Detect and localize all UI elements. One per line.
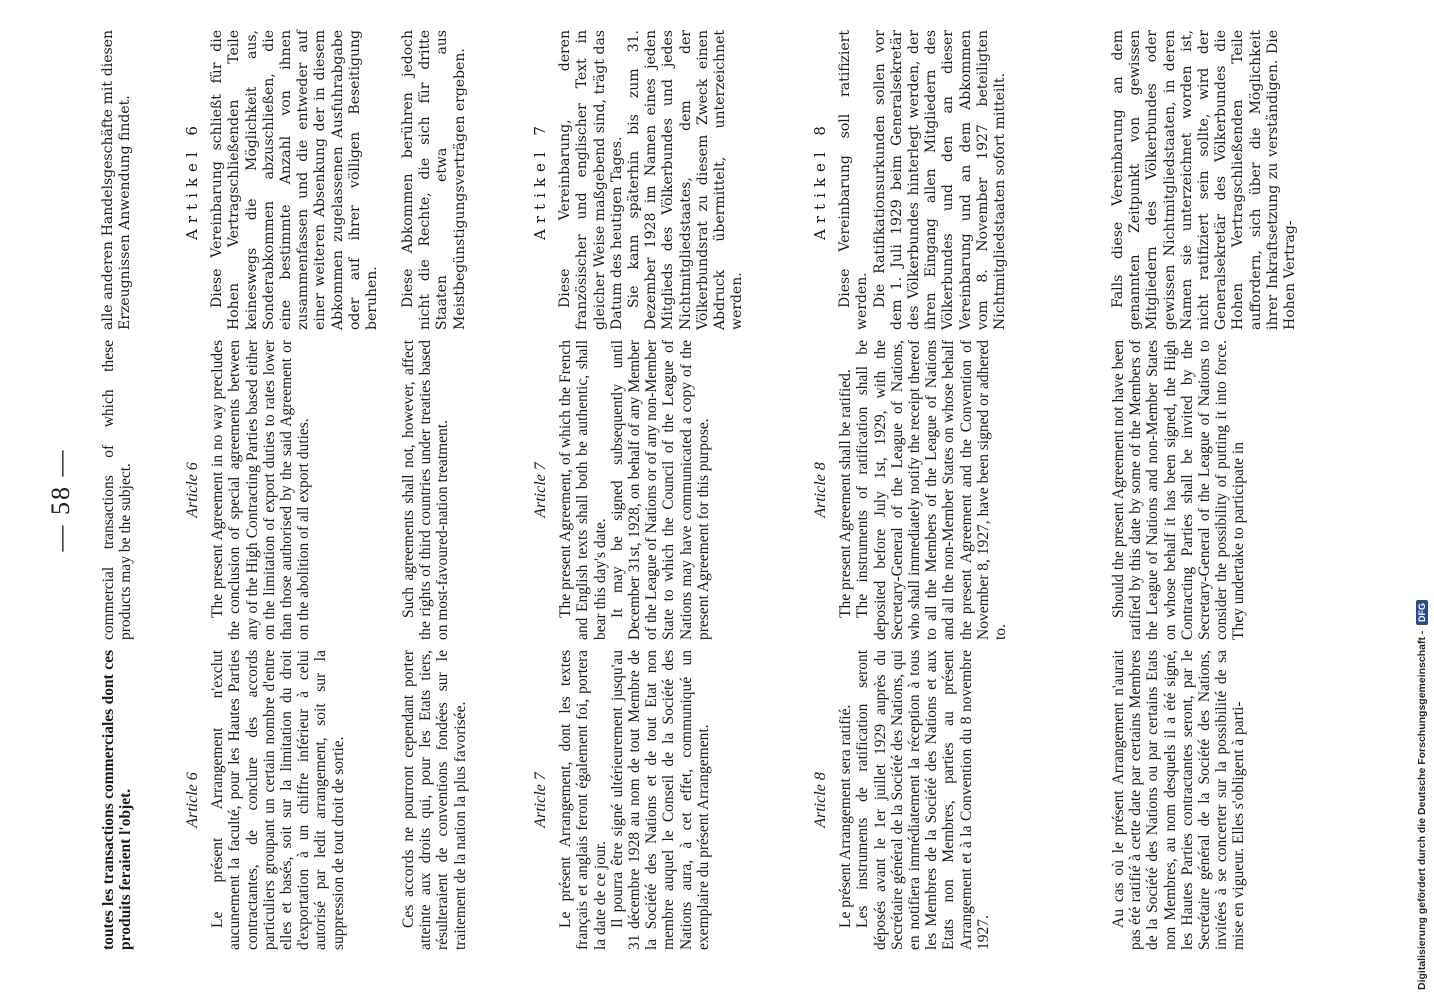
de-article-8-paragraph-1: Diese Vereinbarung soll ratifiziert werden.: [837, 30, 871, 330]
fr-article-8-paragraph-3: Au cas où le présent Arrangement n'aurait pas été ratifié à cette date par certains Membres de la Société des Nations ou par certains Etats non Membres, au nom desquels il a été signé, les Hautes Parties contractantes seront, par le Secrétaire général de la Société des Nations, invitées à se concerter sur la possibilité de sa mise en vigueur. Elles s'obligent à parti-: [1110, 650, 1248, 950]
digitization-note: Digitalisierung gefördert durch die Deutsche Forschungsgemeinschaft -: [1416, 630, 1428, 990]
de-article-6-paragraph-1: Diese Vereinbarung schließt für die Hohen Vertragschließenden Teile keineswegs die Möglichkeit aus, Sonderabkommen abzuschließen, die eine bestimmte Anzahl von ihnen zusammenfassen und die entweder auf einer weiteren Absenkung der in diesem Abkommen zugelassenen Ausfuhrabgabe oder auf ihrer völligen Beseitigung beruhen.: [209, 30, 381, 330]
en-article-8-paragraph-1: The present Agreement shall be ratified.: [837, 369, 855, 618]
fr-article-8-paragraph-2: Les instruments de ratification seront déposés avant le 1er juillet 1929 auprès du Secrétaire général de la Société des Nations, qui en notifiera immédiatement la réception à tous les Membres de la Société des Nations et aux Etats non Membres, parties au présent Arrangement et à la Convention du 8 novembre 1927.: [854, 650, 992, 950]
document-page: [40, 30, 1400, 960]
fr-article-6-title: Article 6: [184, 772, 201, 828]
fr-article-8-title: Article 8: [812, 772, 829, 828]
en-article-6-title: Article 6: [184, 462, 201, 518]
german-column: [100, 30, 1370, 330]
en-intro: commercial transactions of which these products may be the subject.: [100, 340, 135, 640]
en-article-8-paragraph-2: The instruments of ratification shall be deposited before July 1st, 1929, with the Secretary-General of the League of Nations, who shall immediately notify the receipt thereof to all the Members of the League of Nations and all the non-Member States on whose behalf the present Agreement and the Convention of November 8, 1927, have been signed or adhered to.: [854, 340, 1010, 640]
fr-article-7-title: Article 7: [532, 772, 549, 828]
de-article-7-paragraph-1: Diese Vereinbarung, deren französischer und englischer Text in gleicher Weise maßgebend sind, trägt das Datum des heutigen Tages.: [557, 30, 625, 330]
fr-article-6-paragraph-2: Ces accords ne pourront cependant porter atteinte aux droits qui, pour les Etats tiers, résulteraient de conventions fondées sur le traitement de la nation la plus favorisée.: [400, 650, 469, 950]
en-article-7-title: Article 7: [532, 462, 549, 518]
en-article-8-title: Article 8: [812, 462, 829, 518]
de-article-8-title: Artikel 8: [811, 120, 829, 240]
en-article-8-paragraph-3: Should the present Agreement not have been ratified by this date by some of the Members of the League of Nations and non-Member States on whose behalf it has been signed, the High Contracting Parties shall be invited by the Secretary-General of the League of Nations to consider the possibility of putting it into force. They undertake to participate in: [1110, 340, 1248, 640]
english-column: [100, 340, 1370, 640]
fr-article-7-paragraph-2: Il pourra être signé ultérieurement jusqu'au 31 décembre 1928 au nom de tout Membre de la Société des Nations et de tout Etat non membre auquel le Conseil de la Société des Nations aura, à cet effet, communiqué un exemplaire du présent Arrangement.: [608, 650, 712, 950]
en-article-6-paragraph-1: The present Agreement in no way precludes the conclusion of special agreements between any of the High Contracting Parties based either on the limitation of export duties to rates lower than those authorised by the said Agreement or on the abolition of all export duties.: [209, 340, 313, 640]
de-article-6-paragraph-2: Diese Abkommen berühren jedoch nicht die Rechte, die sich für dritte Staaten etwa aus Meistbegünstigungsverträgen ergeben.: [400, 30, 468, 330]
digitization-credit: [1416, 10, 1428, 990]
fr-article-6-paragraph-1: Le présent Arrangement n'exclut aucunement la faculté, pour les Hautes Parties contractantes, de conclure des accords particuliers groupant un certain nombre d'entre elles et basés, soit sur la limitation du droit d'exportation à un chiffre inférieur à celui autorisé par ledit arrangement, soit sur la suppression de tout droit de sortie.: [209, 650, 347, 950]
de-article-6-title: Artikel 6: [183, 120, 201, 240]
fr-intro: toutes les transactions commerciales dont ces produits feraient l'objet.: [100, 650, 135, 950]
de-article-8-paragraph-2: Die Ratifikationsurkunden sollen vor dem 1. Juli 1929 beim Generalsekretär des Völkerbundes hinterlegt werden, der ihren Eingang allen Mitgliedern des Völkerbundes und den an dieser Vereinbarung und an dem Abkommen vom 8. November 1927 beteiligten Nichtmitgliedstaaten sofort mitteilt.: [871, 30, 1009, 330]
de-article-7-title: Artikel 7: [531, 120, 549, 240]
en-article-7-paragraph-1: The present Agreement, of which the French and English texts shall both be authentic, shall bear this day's date.: [557, 340, 609, 640]
de-intro: alle anderen Handelsgeschäfte mit diesen Erzeugnissen Anwendung findet.: [100, 30, 134, 330]
french-column: [100, 650, 1370, 950]
fr-article-8-paragraph-1: Le présent Arrangement sera ratifié.: [837, 704, 855, 928]
en-article-6-paragraph-2: Such agreements shall not, however, affect the rights of third countries under treaties based on most-favoured-nation treatment.: [400, 340, 452, 640]
page-number: — 58 —: [46, 448, 75, 552]
fr-article-7-paragraph-1: Le présent Arrangement, dont les textes français et anglais feront également foi, portera la date de ce jour.: [557, 650, 609, 950]
de-article-7-paragraph-2: Sie kann späterhin bis zum 31. Dezember 1928 im Namen eines jeden Mitglieds des Völkerbundes und jedes Nichtmitgliedstaates, dem der Völkerbundsrat zu diesem Zweck einen Abdruck übermittelt, unterzeichnet werden.: [626, 30, 746, 330]
en-article-7-paragraph-2: It may be signed subsequently until December 31st, 1928, on behalf of any Member of the League of Nations or of any non-Member State to which the Council of the League of Nations may have communicated a copy of the present Agreement for this purpose.: [608, 340, 712, 640]
dfg-logo: DFG: [1416, 600, 1428, 625]
de-article-8-paragraph-3: Falls diese Vereinbarung an dem genannten Zeitpunkt von gewissen Mitgliedern des Völkerbundes oder gewissen Nichtmitgliedstaaten, in deren Namen sie unterzeichnet worden ist, nicht ratifiziert sein sollte, wird der Generalsekretär des Völkerbundes die Hohen Vertragschließenden Teile auffordern, sich über die Möglichkeit ihrer Inkraftsetzung zu verständigen. Die Hohen Vertrag-: [1110, 30, 1299, 330]
